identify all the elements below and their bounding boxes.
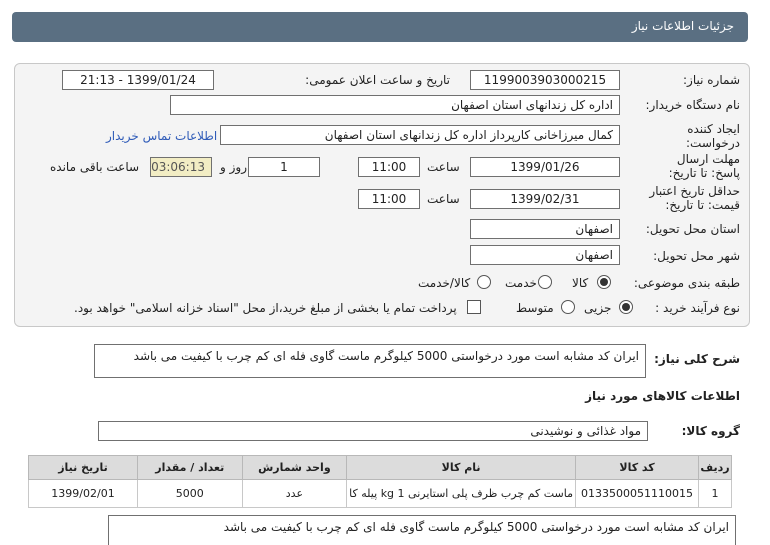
category-option-goods-service: کالا/خدمت [418,276,471,290]
treasury-payment-checkbox[interactable] [467,300,481,314]
summary-label: شرح کلی نیاز: [654,352,740,366]
goods-group-label: گروه کالا: [681,424,740,438]
col-unit: واحد شمارش [242,456,347,480]
process-radio-medium[interactable] [561,300,575,314]
summary-text: ایران کد مشابه است مورد درخواستی 5000 کیلوگرم ماست گاوی فله ای کم چرب با کیفیت می باشد [94,344,646,378]
need-number-field: 1199003903000215 [470,70,620,90]
cell-name: ماست کم چرب ظرف پلی استایرنی 1 kg پیله کا [347,480,576,508]
announce-label: تاریخ و ساعت اعلان عمومی: [305,73,450,87]
days-remaining-field: 1 [248,157,320,177]
cell-quantity: 5000 [138,480,243,508]
bottom-description: ایران کد مشابه است مورد درخواستی 5000 کیلوگرم ماست گاوی فله ای کم چرب با کیفیت می باشد [108,515,736,545]
goods-table [28,455,732,508]
col-row: ردیف [699,456,732,480]
col-code: کد کالا [575,456,698,480]
goods-table-header [29,456,732,480]
page-header [12,12,748,42]
remaining-time-field: 03:06:13 [150,157,212,177]
process-radio-minor[interactable] [619,300,633,314]
category-option-goods: کالا [572,276,589,290]
province-label: استان محل تحویل: [645,222,740,236]
cell-need-date: 1399/02/01 [29,480,138,508]
category-radio-service[interactable] [538,275,552,289]
category-option-service: خدمت [505,276,537,290]
requester-field: کمال میرزاخانی کارپرداز اداره کل زندانهای استان اصفهان [220,125,620,145]
category-radio-goods-service[interactable] [477,275,491,289]
remaining-time-label: ساعت باقی مانده [50,160,140,174]
cell-unit: عدد [242,480,347,508]
table-row [29,480,732,508]
goods-section-title: اطلاعات کالاهای مورد نیاز [585,389,740,403]
announce-date-field: 1399/01/24 - 21:13 [62,70,214,90]
col-quantity: تعداد / مقدار [138,456,243,480]
reply-deadline-label: مهلت ارسال پاسخ: تا تاریخ: [668,152,740,180]
price-time-field: 11:00 [358,189,420,209]
requester-label: ایجاد کننده درخواست: [686,122,740,150]
cell-row: 1 [699,480,732,508]
process-option-minor: جزیی [584,301,612,315]
price-time-label: ساعت [427,192,460,206]
price-date-field: 1399/02/31 [470,189,620,209]
category-radio-goods[interactable] [597,275,611,289]
col-need-date: تاریخ نیاز [29,456,138,480]
province-field: اصفهان [470,219,620,239]
reply-time-label: ساعت [427,160,460,174]
page-title: جزئیات اطلاعات نیاز [631,19,734,33]
cell-code: 0133500051110015 [575,480,698,508]
col-name: نام کالا [347,456,576,480]
treasury-payment-note: پرداخت تمام یا بخشی از مبلغ خرید،از محل "اسناد خزانه اسلامی" خواهد بود. [74,301,457,315]
reply-time-field: 11:00 [358,157,420,177]
process-label: نوع فرآیند خرید : [655,301,740,315]
days-label: روز و [220,160,247,174]
buyer-org-field: اداره کل زندانهای استان اصفهان [170,95,620,115]
buyer-contact-link[interactable]: اطلاعات تماس خریدار [106,129,218,143]
city-label: شهر محل تحویل: [653,249,740,263]
need-number-label: شماره نیاز: [683,73,740,87]
city-field: اصفهان [470,245,620,265]
buyer-org-label: نام دستگاه خریدار: [645,98,740,112]
price-validity-label: حداقل تاریخ اعتبار قیمت: تا تاریخ: [649,184,740,212]
reply-date-field: 1399/01/26 [470,157,620,177]
goods-group-field: مواد غذائی و نوشیدنی [98,421,648,441]
category-label: طبقه بندی موضوعی: [633,276,740,290]
process-option-medium: متوسط [516,301,554,315]
